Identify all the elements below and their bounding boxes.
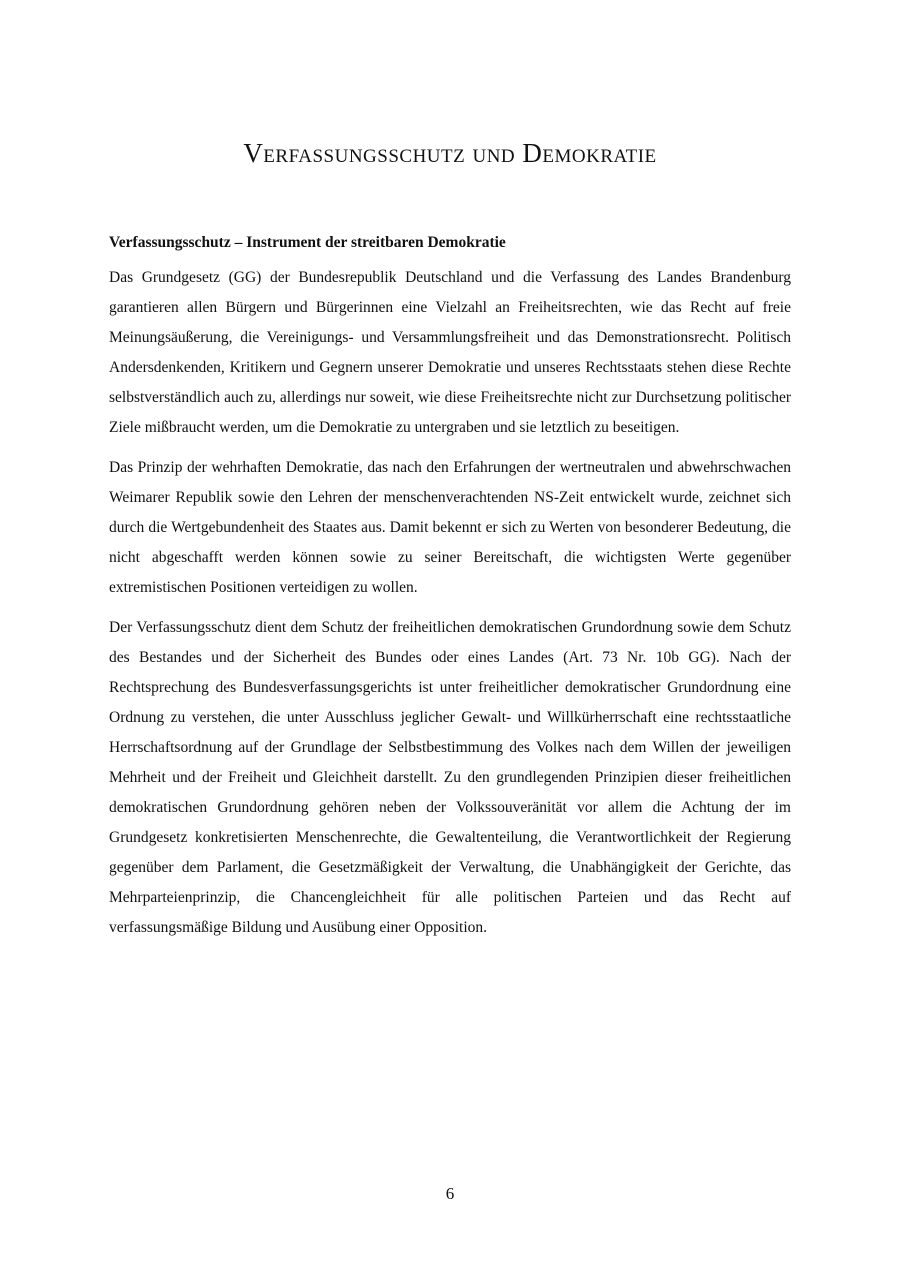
paragraph-2: Das Prinzip der wehrhaften Demokratie, das nach den Erfahrungen der wertneutralen und abwehrschwachen Weimarer Republik sowie den Lehren der menschenverachtenden NS-Zeit entwickelt wurde, zeichnet sich durch die Wertgebundenheit des Staates aus. Damit bekennt er sich zu Werten von besonderer Bedeutung, die nicht abgeschafft werden können sowie zu seiner Bereitschaft, die wichtigsten Werte gegenüber extremistischen Positionen verteidigen zu wollen. bbox=[109, 459, 791, 596]
section-heading: Verfassungsschutz – Instrument der streitbaren Demokratie bbox=[109, 234, 506, 251]
page-title: Verfassungsschutz und Demokratie bbox=[243, 138, 657, 168]
page-number: 6 bbox=[445, 1184, 455, 1203]
paragraph-1: Das Grundgesetz (GG) der Bundesrepublik Deutschland und die Verfassung des Landes Brandenburg garantieren allen Bürgern und Bürgerinnen eine Vielzahl an Freiheitsrechten, wie das Recht auf freie Meinungsäußerung, die Vereinigungs- und Versammlungsfreiheit und das Demonstrationsrecht. Politisch Andersdenkenden, Kritikern und Gegnern unserer Demokratie und unseres Rechtsstaats stehen diese Rechte selbstverständlich auch zu, allerdings nur soweit, wie diese Freiheitsrechte nicht zur Durchsetzung politischer Ziele mißbraucht werden, um die Demokratie zu untergraben und sie letztlich zu beseitigen. bbox=[109, 269, 791, 436]
paragraph-3: Der Verfassungsschutz dient dem Schutz der freiheitlichen demokratischen Grundordnung sowie dem Schutz des Bestandes und der Sicherheit des Bundes oder eines Landes (Art. 73 Nr. 10b GG). Nach der Rechtsprechung des Bundesverfassungsgerichts ist unter freiheitlicher demokratischer Grundordnung eine Ordnung zu verstehen, die unter Ausschluss jeglicher Gewalt- und Willkürherrschaft eine rechtsstaatliche Herrschaftsordnung auf der Grundlage der Selbstbestimmung des Volkes nach dem Willen der jeweiligen Mehrheit und der Freiheit und Gleichheit darstellt. Zu den grundlegenden Prinzipien dieser freiheitlichen demokratischen Grundordnung gehören neben der Volkssouveränität vor allem die Achtung der im Grundgesetz konkretisierten Menschenrechte, die Gewaltenteilung, die Verantwortlichkeit der Regierung gegenüber dem Parlament, die Gesetzmäßigkeit der Verwaltung, die Unabhängigkeit der Gerichte, das Mehrparteienprinzip, die Chancengleichheit für alle politischen Parteien und das Recht auf verfassungsmäßige Bildung und Ausübung einer Opposition. bbox=[109, 619, 791, 936]
section-body bbox=[109, 232, 791, 953]
